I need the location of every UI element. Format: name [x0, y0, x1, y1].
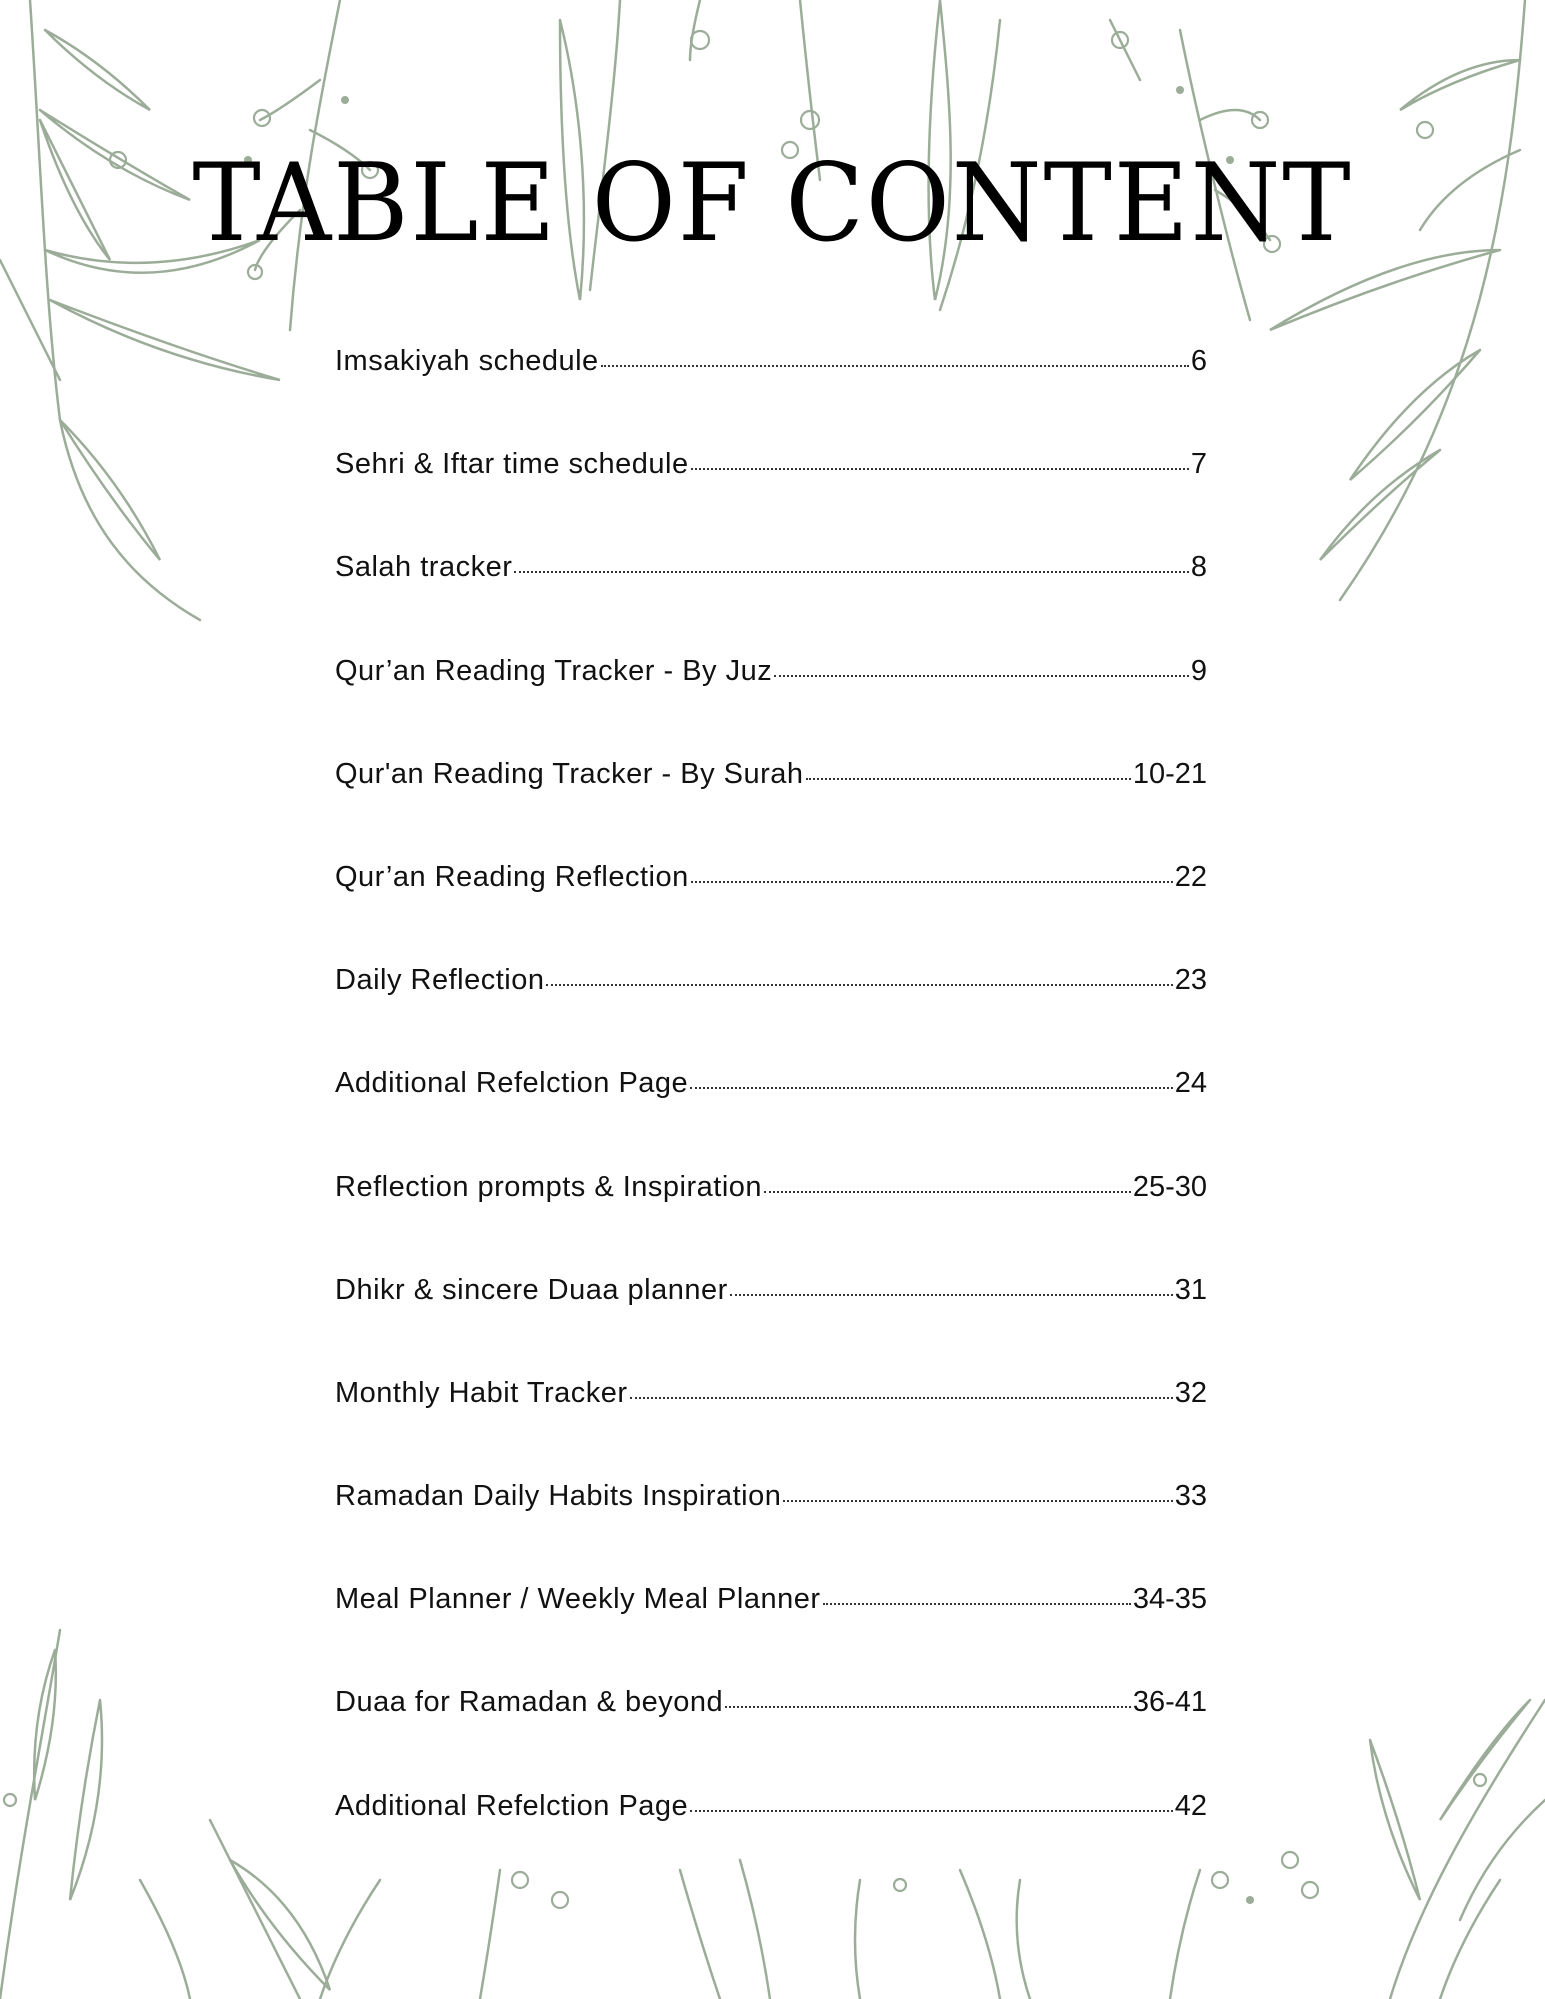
dot-leader [774, 675, 1189, 677]
toc-entry[interactable] [335, 1274, 1207, 1377]
toc-entry[interactable] [335, 345, 1207, 448]
toc-entry-page: 10-21 [1132, 757, 1207, 790]
toc-entry[interactable] [335, 964, 1207, 1067]
dot-leader [546, 984, 1172, 986]
toc-entry-page: 33 [1174, 1480, 1207, 1513]
dot-leader [690, 1087, 1173, 1089]
toc-entry-label: Dhikr & sincere Duaa planner [335, 1273, 728, 1306]
toc-entry-page: 25-30 [1132, 1170, 1207, 1203]
toc-entry-label: Duaa for Ramadan & beyond [335, 1686, 724, 1719]
toc-entry-page: 24 [1174, 1067, 1207, 1100]
dot-leader [725, 1706, 1131, 1708]
toc-entry-page: 42 [1174, 1789, 1207, 1822]
toc-entry-page: 22 [1174, 860, 1207, 893]
toc-entry-page: 6 [1190, 345, 1207, 377]
dot-leader [691, 881, 1173, 883]
dot-leader [691, 468, 1189, 470]
dot-leader [690, 1810, 1173, 1812]
table-of-contents [335, 345, 1207, 1893]
toc-entry-page: 8 [1190, 551, 1207, 584]
toc-entry[interactable] [335, 1067, 1207, 1170]
toc-entry[interactable] [335, 551, 1207, 654]
dot-leader [806, 778, 1131, 780]
toc-entry-page: 36-41 [1132, 1686, 1207, 1719]
toc-entry-page: 7 [1190, 448, 1207, 481]
toc-entry[interactable] [335, 655, 1207, 758]
dot-leader [730, 1294, 1173, 1296]
toc-entry-label: Sehri & Iftar time schedule [335, 448, 689, 481]
toc-entry-label: Reflection prompts & Inspiration [335, 1170, 763, 1203]
page-title: TABLE OF CONTENT [192, 141, 1353, 266]
toc-entry-label: Monthly Habit Tracker [335, 1376, 628, 1409]
bottom-right-leaves-icon [1370, 1700, 1545, 1999]
dot-leader [783, 1500, 1172, 1502]
toc-entry-label: Ramadan Daily Habits Inspiration [335, 1480, 782, 1513]
toc-entry-label: Additional Refelction Page [335, 1067, 689, 1100]
toc-entry-page: 23 [1174, 964, 1207, 997]
toc-entry-label: Meal Planner / Weekly Meal Planner [335, 1583, 821, 1616]
toc-entry-page: 34-35 [1132, 1583, 1207, 1616]
toc-entry-label: Additional Refelction Page [335, 1789, 689, 1822]
toc-entry-label: Salah tracker [335, 551, 513, 584]
toc-entry[interactable] [335, 758, 1207, 861]
dot-leader [764, 1191, 1131, 1193]
toc-entry-label: Qur’an Reading Tracker - By Juz [335, 654, 773, 687]
toc-entry-label: Imsakiyah schedule [335, 345, 599, 377]
toc-entry[interactable] [335, 1686, 1207, 1789]
toc-entry[interactable] [335, 1171, 1207, 1274]
toc-entry-page: 31 [1174, 1273, 1207, 1306]
toc-entry-label: Qur’an Reading Reflection [335, 860, 689, 893]
bottom-left-leaves-icon [0, 1630, 380, 1999]
dot-leader [601, 365, 1189, 367]
dot-leader [823, 1603, 1131, 1605]
toc-entry[interactable] [335, 1790, 1207, 1893]
toc-entry-label: Daily Reflection [335, 964, 545, 997]
dot-leader [514, 571, 1189, 573]
top-right-leaves-icon [1270, 0, 1525, 600]
toc-entry[interactable] [335, 861, 1207, 964]
toc-entry[interactable] [335, 1480, 1207, 1583]
top-left-leaves-icon [0, 0, 280, 620]
toc-entry-page: 32 [1174, 1376, 1207, 1409]
toc-entry[interactable] [335, 448, 1207, 551]
toc-entry-label: Qur'an Reading Tracker - By Surah [335, 757, 804, 790]
toc-entry[interactable] [335, 1377, 1207, 1480]
toc-entry-page: 9 [1190, 654, 1207, 687]
toc-entry[interactable] [335, 1583, 1207, 1686]
dot-leader [630, 1397, 1173, 1399]
